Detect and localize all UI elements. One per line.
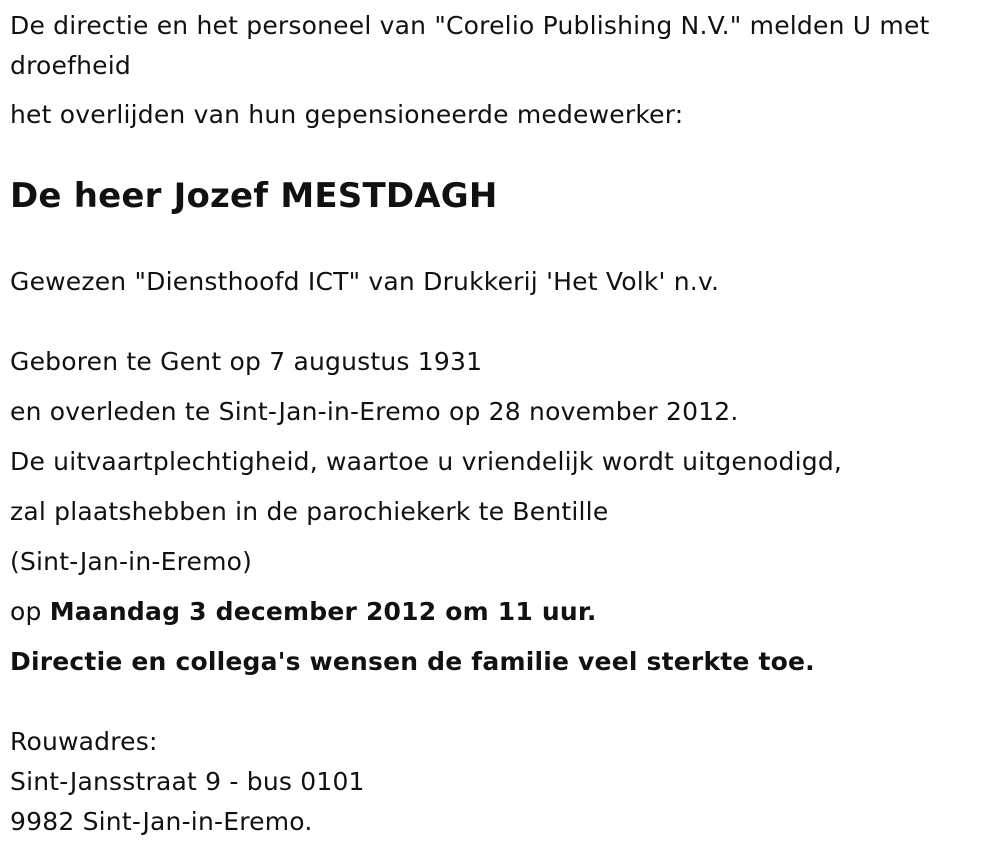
funeral-location: zal plaatshebben in de parochiekerk te Bentille [10,497,609,526]
funeral-date: Maandag 3 december 2012 om 11 uur. [49,597,597,626]
deceased-name: De heer Jozef MESTDAGH [10,176,498,216]
address-city: 9982 Sint-Jan-in-Eremo. [10,807,313,836]
funeral-location-parish: (Sint-Jan-in-Eremo) [10,547,253,576]
former-role: Gewezen "Diensthoofd ICT" van Drukkerij 'Het Volk' n.v. [10,267,720,296]
address-label: Rouwadres: [10,727,158,756]
funeral-invitation: De uitvaartplechtigheid, waartoe u vriendelijk wordt uitgenodigd, [10,447,843,476]
condolence-wishes: Directie en collega's wensen de familie veel sterkte toe. [10,647,815,676]
death-info: en overleden te Sint-Jan-in-Eremo op 28 november 2012. [10,397,739,426]
funeral-date-prefix: op [10,597,50,626]
address-street: Sint-Jansstraat 9 - bus 0101 [10,767,365,796]
intro-text-continued: het overlijden van hun gepensioneerde medewerker: [10,100,684,129]
intro-text: De directie en het personeel van "Corelio Publishing N.V." melden U met droefheid [10,11,930,80]
funeral-date-line [10,593,597,631]
birth-info: Geboren te Gent op 7 augustus 1931 [10,347,483,376]
